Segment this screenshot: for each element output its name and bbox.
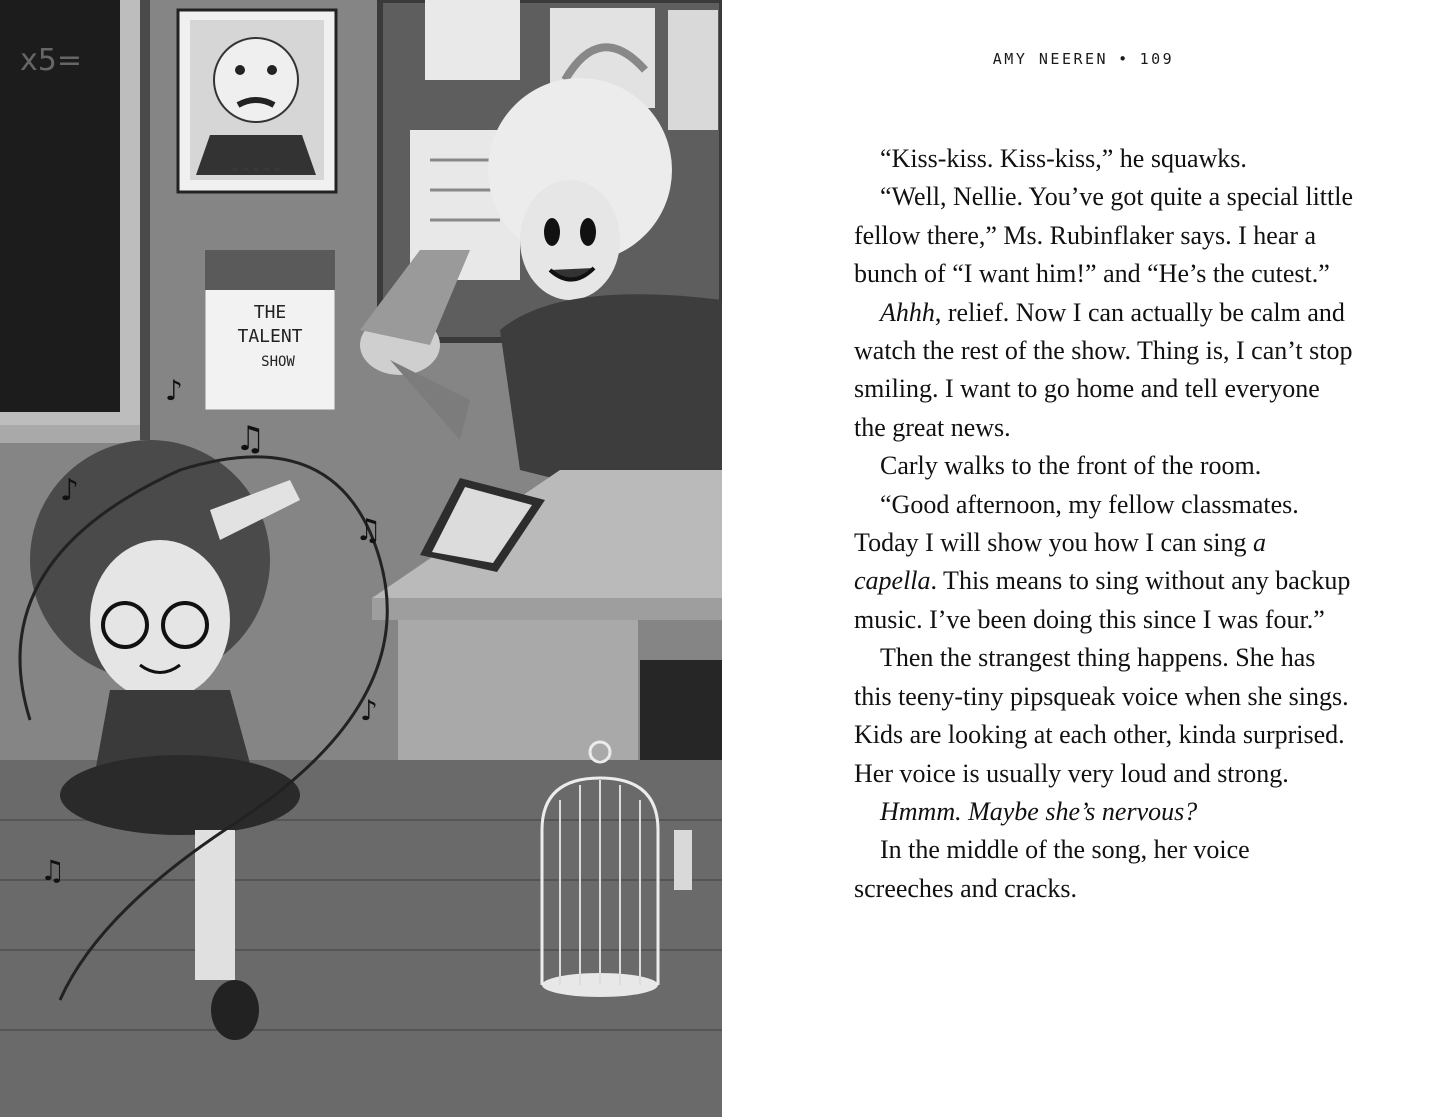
svg-text:♪: ♪ xyxy=(165,374,183,407)
teacher-face xyxy=(520,180,620,300)
paragraph-7: Hmmm. Maybe she’s nervous? xyxy=(880,796,1198,826)
italic-a-capella: a capella xyxy=(854,528,1266,596)
paragraph-8: In the middle of the song, her voice screeches and cracks. xyxy=(854,835,1250,903)
girl-leg xyxy=(195,830,235,980)
paragraph-1: “Kiss-kiss. Kiss-kiss,” he squawks. xyxy=(880,144,1247,173)
svg-text:♪: ♪ xyxy=(60,473,80,508)
italic-ahhh: Ahhh xyxy=(880,297,935,327)
svg-text:♫: ♫ xyxy=(40,854,66,887)
paragraph-6: Then the strangest thing happens. She has this teeny-tiny pipsqueak voice when she sings. Kids are looking at each other, kinda surprised. Her voice is usually very loud and strong. xyxy=(854,643,1349,788)
svg-text:THE: THE xyxy=(253,302,287,323)
classroom-illustration xyxy=(0,0,722,1117)
svg-text:~ ~ ~ ~ ~: ~ ~ ~ ~ ~ xyxy=(231,165,281,175)
portrait-face xyxy=(214,38,298,122)
body-text xyxy=(854,140,1354,908)
svg-text:TALENT: TALENT xyxy=(237,326,303,347)
svg-text:♪: ♪ xyxy=(360,694,378,727)
svg-text:♫: ♫ xyxy=(355,513,382,548)
running-head xyxy=(722,50,1445,68)
paragraph-4: Carly walks to the front of the room. xyxy=(880,451,1262,481)
paragraph-2: “Well, Nellie. You’ve got quite a special little fellow there,” Ms. Rubinflaker says. I hear a bunch of “I want him!” and “He’s the cutest.” xyxy=(854,182,1354,289)
svg-text:♫: ♫ xyxy=(235,419,266,459)
svg-text:x5=: x5= xyxy=(20,43,82,78)
paragraph-3: Ahhh, relief. Now I can actually be calm and watch the rest of the show. Thing is, I can’t stop smiling. I want to go home and tell everyone the great news. xyxy=(854,297,1353,442)
girl-face xyxy=(90,540,230,700)
page-number: 109 xyxy=(1139,50,1175,68)
separator-dot: • xyxy=(1118,50,1130,68)
svg-text:SHOW: SHOW xyxy=(261,354,295,370)
author-name: AMY NEEREN xyxy=(992,50,1109,68)
text-page xyxy=(722,0,1445,1117)
illustration-page xyxy=(0,0,722,1117)
paragraph-5: “Good afternoon, my fellow classmates. Today I will show you how I can sing a capella. This means to sing without any backup music. I’ve been doing this since I was four.” xyxy=(854,489,1351,634)
